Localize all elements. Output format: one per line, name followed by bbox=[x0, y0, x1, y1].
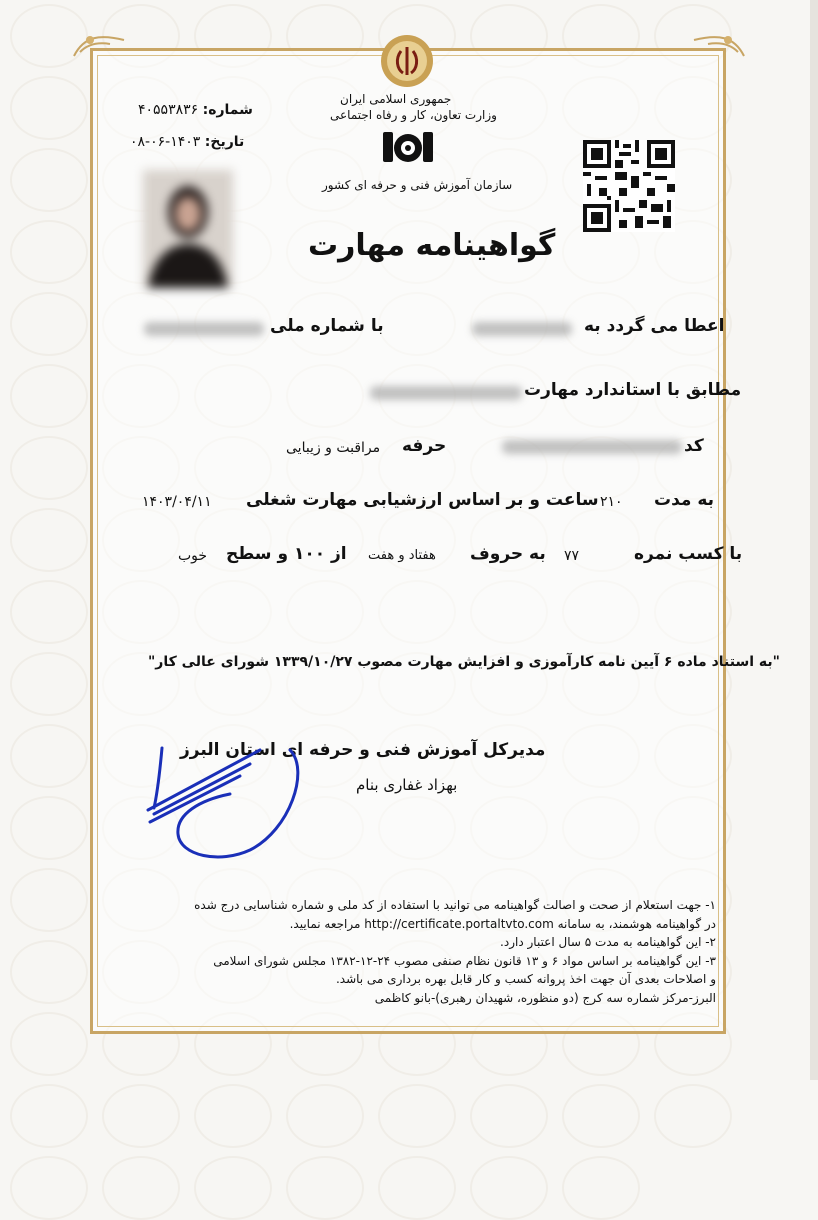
issuing-center: البرز-مرکز شماره سه کرج (دو منظوره، شهیدان رهبری)-بانو کاظمی bbox=[374, 990, 716, 1005]
score-label: با کسب نمره bbox=[634, 544, 743, 564]
government-name: جمهوری اسلامی ایران bbox=[340, 92, 452, 106]
holder-photo bbox=[143, 170, 233, 288]
national-id-label: با شماره ملی bbox=[270, 316, 384, 336]
signature-icon bbox=[140, 730, 320, 860]
note-3-cont: و اصلاحات بعدی آن جهت اخذ پروانه کسب و کار قابل بهره برداری می باشد. bbox=[335, 972, 716, 986]
iran-emblem-icon bbox=[379, 33, 435, 89]
ministry-name: وزارت تعاون، کار و رفاه اجتماعی bbox=[330, 108, 497, 122]
certificate-title: گواهینامه مهارت bbox=[308, 228, 556, 263]
profession-value: مراقبت و زیبایی bbox=[286, 440, 381, 456]
score-words: هفتاد و هفت bbox=[368, 548, 436, 563]
number-label: شماره: bbox=[202, 102, 253, 118]
certificate-date bbox=[130, 134, 244, 150]
note-1-cont: در گواهینامه هوشمند، به سامانه http://certificate.portaltvto.com مراجعه نمایید. bbox=[289, 916, 716, 931]
page-edge bbox=[810, 0, 818, 1080]
date-value: ۱۴۰۳-۰۶-۰۸ bbox=[130, 134, 201, 150]
standard-label: مطابق با استاندارد مهارت bbox=[524, 380, 742, 400]
score-value: ۷۷ bbox=[564, 548, 580, 564]
certificate-number bbox=[138, 102, 253, 118]
code-label: کد bbox=[684, 436, 704, 456]
hours-label: ساعت و بر اساس ارزشیابی مهارت شغلی bbox=[246, 490, 599, 510]
out-of-label: از ۱۰۰ و سطح bbox=[226, 544, 347, 564]
regulation-text: "به استناد ماده ۶ آیین نامه کارآموزی و افزایش مهارت مصوب ۱۳۳۹/۱۰/۲۷ شورای عالی کار" bbox=[148, 654, 780, 670]
duration-label: به مدت bbox=[654, 490, 715, 510]
tvto-logo-icon bbox=[381, 128, 435, 170]
date-label: تاریخ: bbox=[204, 134, 245, 150]
in-words-label: به حروف bbox=[470, 544, 546, 564]
profession-label: حرفه bbox=[402, 436, 447, 456]
standard-name-redacted bbox=[370, 386, 522, 400]
certificate-url-link[interactable]: http://certificate.portaltvto.com bbox=[364, 916, 554, 931]
notes-section bbox=[100, 896, 716, 1007]
number-value: ۴۰۵۵۳۸۳۶ bbox=[138, 102, 199, 118]
corner-ornament-icon bbox=[690, 30, 748, 60]
recipient-name-redacted bbox=[472, 322, 572, 336]
note-3: ۳- این گواهینامه بر اساس مواد ۶ و ۱۳ قانون نظام صنفی مصوب ۲۴-۱۲-۱۳۸۲ مجلس شورای اسلامی bbox=[213, 953, 716, 968]
organization-name: سازمان آموزش فنی و حرفه ای کشور bbox=[322, 178, 513, 192]
signatory-name: بهزاد غفاری بنام bbox=[356, 776, 458, 794]
signatory-title: مدیرکل آموزش فنی و حرفه ای استان البرز bbox=[180, 740, 546, 760]
national-id-redacted bbox=[144, 322, 264, 336]
qr-code-icon bbox=[583, 140, 675, 232]
level-value: خوب bbox=[178, 548, 208, 564]
assessment-date: ۱۴۰۳/۰۴/۱۱ bbox=[142, 494, 212, 510]
corner-ornament-icon bbox=[70, 30, 128, 60]
code-redacted bbox=[502, 440, 682, 454]
granted-to-label: اعطا می گردد به bbox=[584, 316, 725, 336]
note-1: ۱- جهت استعلام از صحت و اصالت گواهینامه می توانید با استفاده از کد ملی و شماره شناسایی درج شده bbox=[194, 898, 716, 912]
note-2: ۲- این گواهینامه به مدت ۵ سال اعتبار دارد. bbox=[500, 935, 716, 949]
duration-value: ۲۱۰ bbox=[600, 494, 623, 510]
